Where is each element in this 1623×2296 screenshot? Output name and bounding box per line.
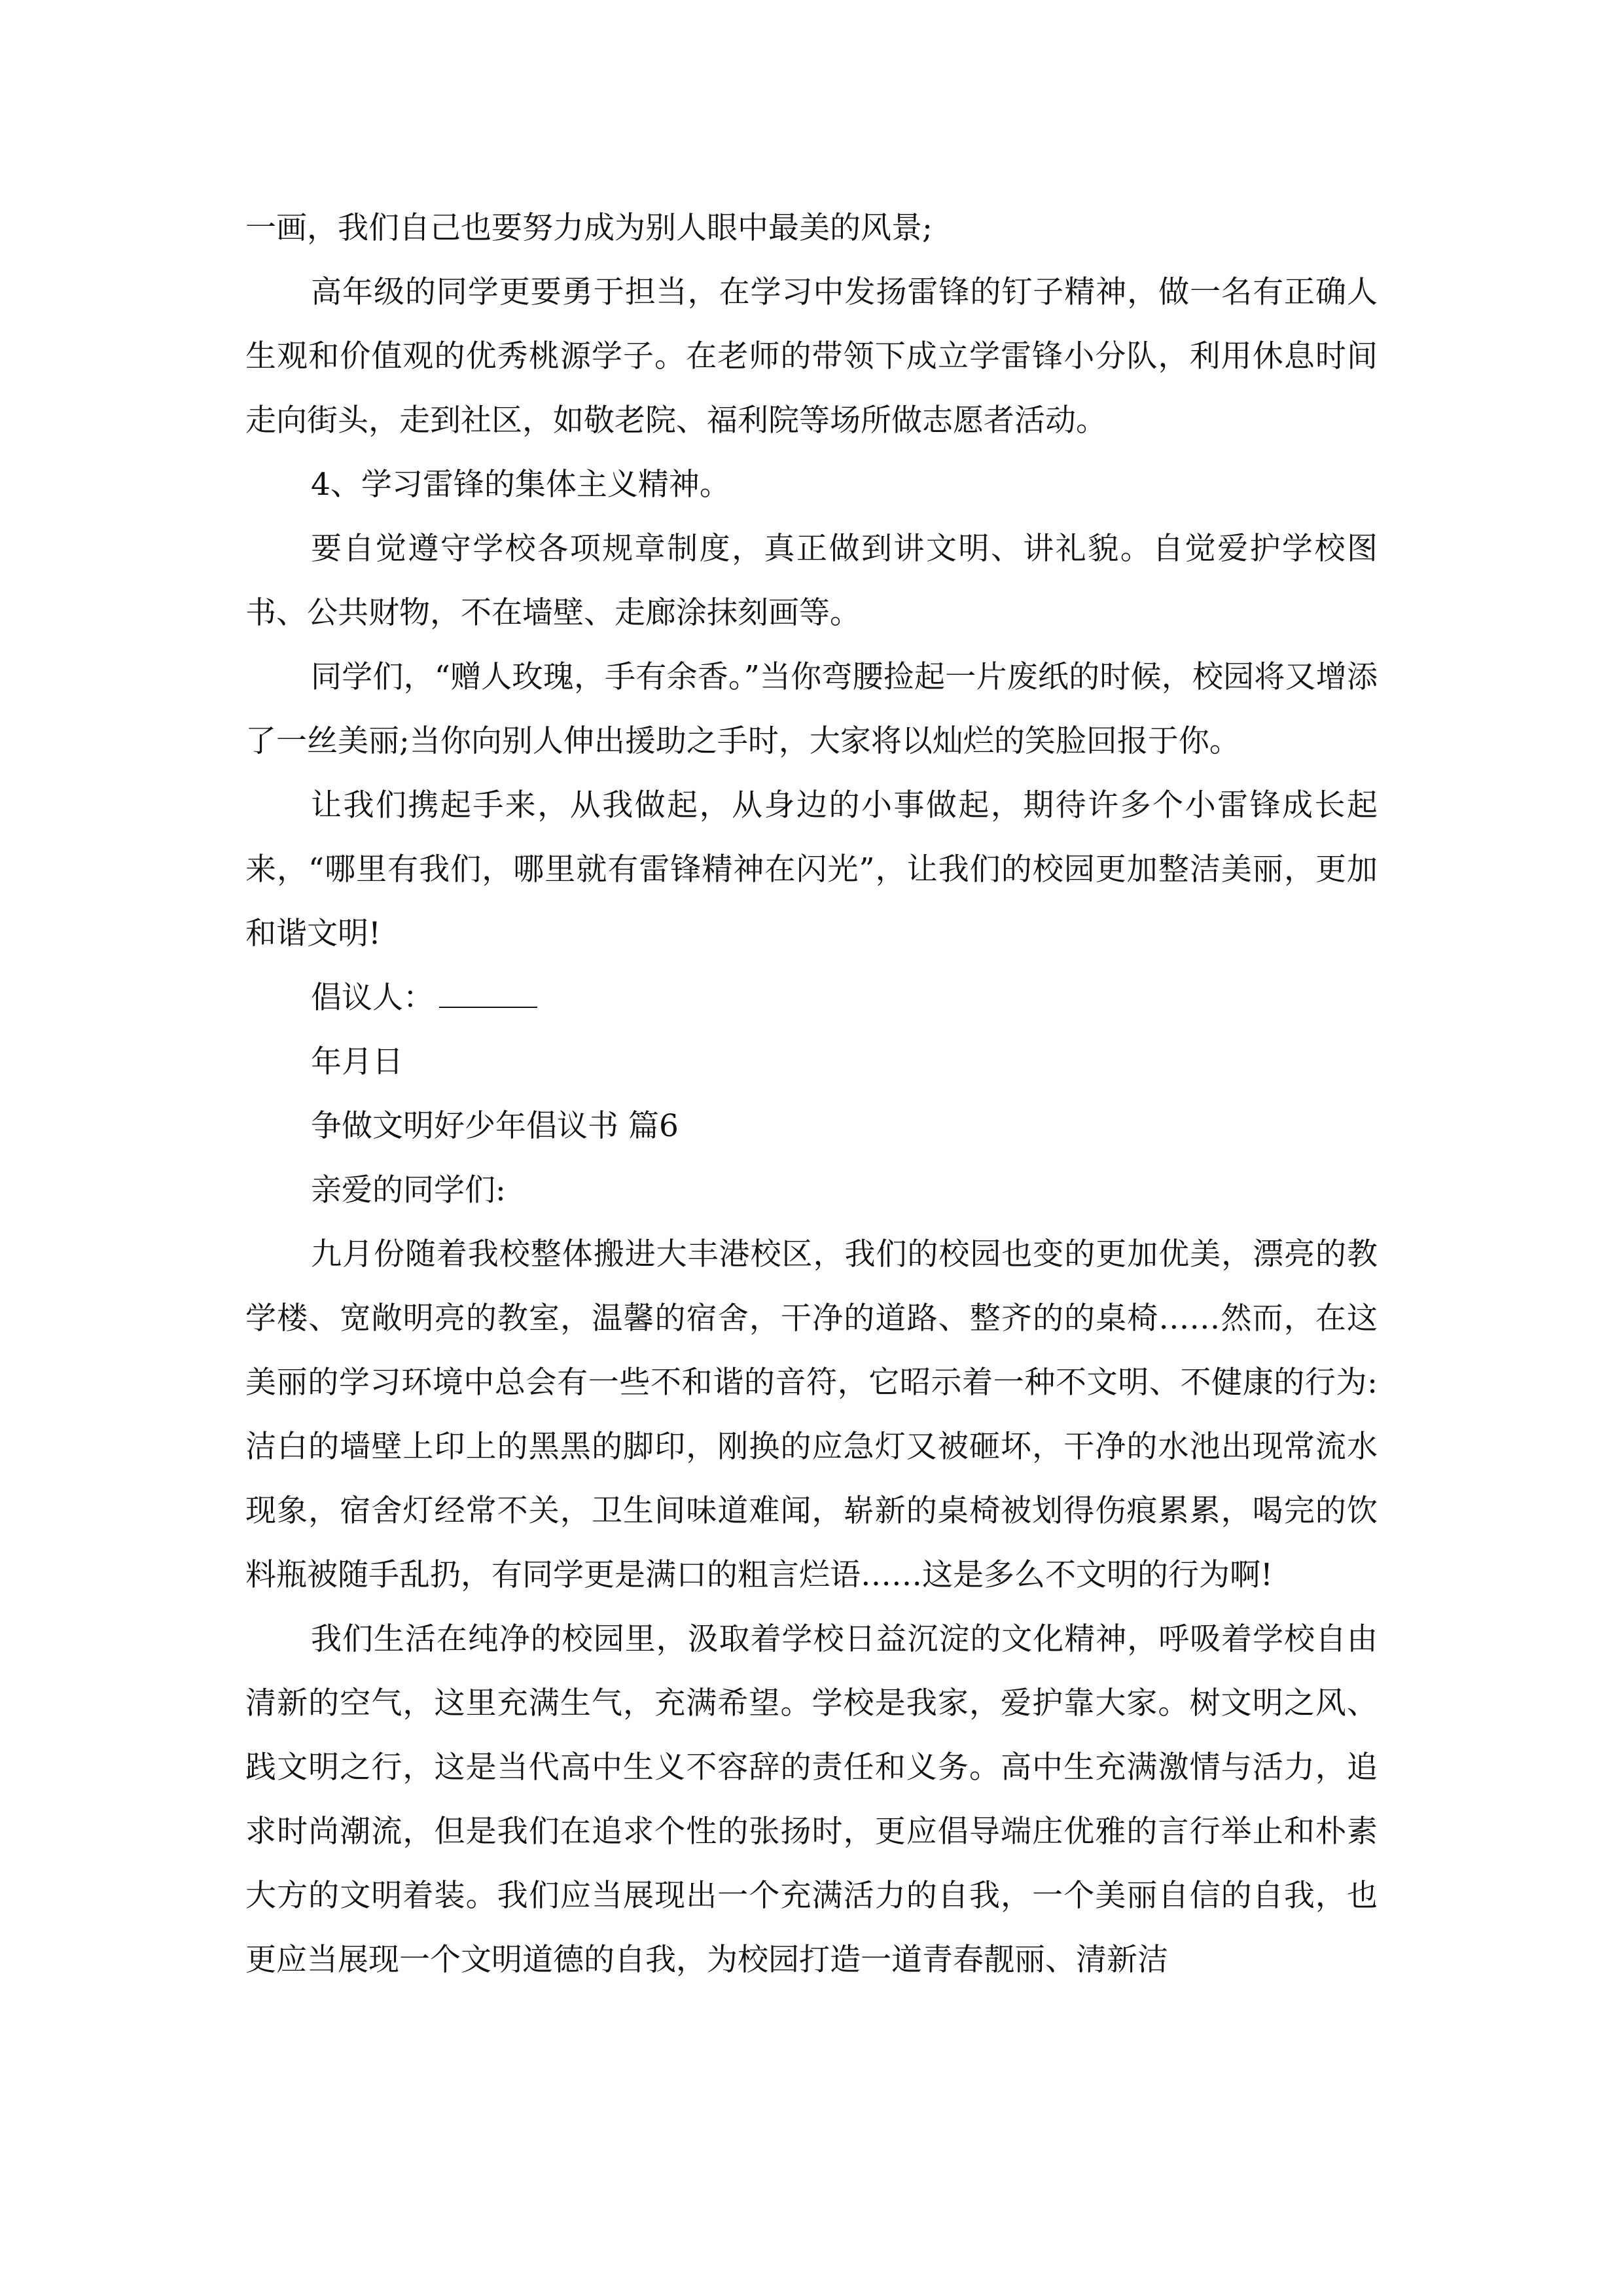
body-paragraph-1: 九月份随着我校整体搬进大丰港校区，我们的校园也变的更加优美，漂亮的教学楼、宽敞明亮的教室，温馨的宿舍，干净的道路、整齐的的桌椅……然而，在这美丽的学习环境中总会有一些不和谐的音符，它昭示着一种不文明、不健康的行为:洁白的墙壁上印上的黑黑的脚印，刚换的应急灯又被砸坏，干净的水池出现常流水现象，宿舍灯经常不关，卫生间味道难闻，崭新的桌椅被划得伤痕累累，喝完的饮料瓶被随手乱扔，有同学更是满口的粗言烂语……这是多么不文明的行为啊! [245,1236,1378,1593]
date-line: 年月日 [311,1044,403,1080]
paragraph-3: 4、学习雷锋的集体主义精神。 [311,467,730,503]
signature-blank [439,984,537,1008]
paragraph-2: 高年级的同学更要勇于担当，在学习中发扬雷锋的钉子精神，做一名有正确人生观和价值观的优秀桃源学子。在老师的带领下成立学雷锋小分队，利用休息时间走向街头，走到社区，如敬老院、福利院等场所做志愿者活动。 [245,274,1378,439]
section-title: 争做文明好少年倡议书 篇6 [311,1108,679,1144]
body-paragraph-2: 我们生活在纯净的校园里，汲取着学校日益沉淀的文化精神，呼吸着学校自由清新的空气，这里充满生气，充满希望。学校是我家，爱护靠大家。树文明之风、践文明之行，这是当代高中生义不容辞的责任和义务。高中生充满激情与活力，追求时尚潮流，但是我们在追求个性的张扬时，更应倡导端庄优雅的言行举止和朴素大方的文明着装。我们应当展现出一个充满活力的自我，一个美丽自信的自我，也更应当展现一个文明道德的自我，为校园打造一道青春靓丽、清新洁 [245,1621,1378,1978]
paragraph-5: 同学们，“赠人玫瑰，手有余香。”当你弯腰捡起一片废纸的时候，校园将又增添了一丝美丽;当你向别人伸出援助之手时，大家将以灿烂的笑脸回报于你。 [245,659,1378,759]
paragraph-6: 让我们携起手来，从我做起，从身边的小事做起，期待许多个小雷锋成长起来，“哪里有我们，哪里就有雷锋精神在闪光”，让我们的校园更加整洁美丽，更加和谐文明! [245,787,1378,952]
greeting: 亲爱的同学们: [311,1172,506,1208]
document-body [245,196,1378,1992]
paragraph-1: 一画，我们自己也要努力成为别人眼中最美的风景; [245,210,933,246]
paragraph-4: 要自觉遵守学校各项规章制度，真正做到讲文明、讲礼貌。自觉爱护学校图书、公共财物，不在墙壁、走廊涂抹刻画等。 [245,531,1378,631]
signature-line [245,966,1378,1030]
signature-label: 倡议人： [311,980,434,1016]
